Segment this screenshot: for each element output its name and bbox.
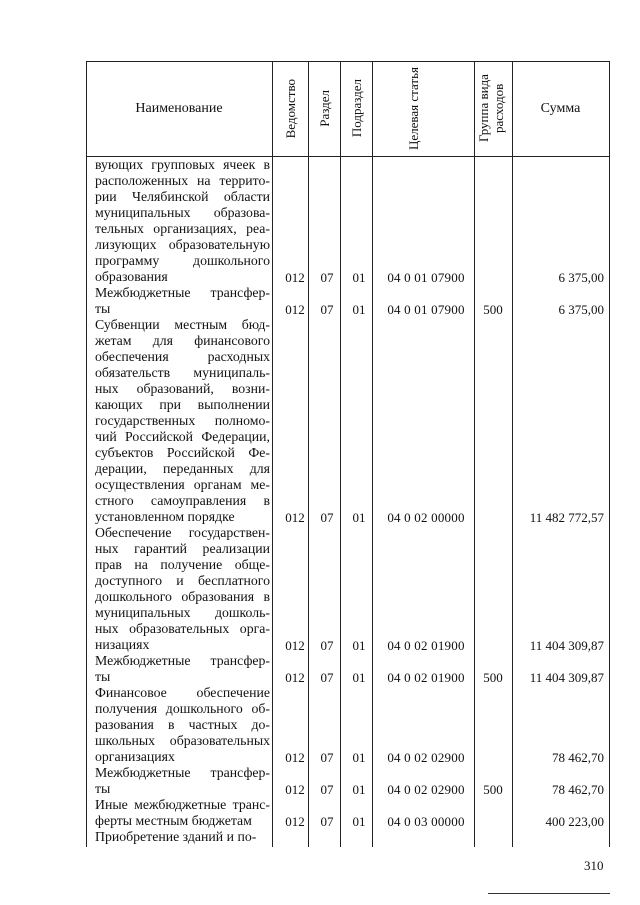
row-razdel: 07 (320, 510, 334, 525)
header-name-label: Наименование (135, 100, 223, 116)
row-podrazdel: 01 (352, 670, 366, 685)
row-razdel: 07 (320, 302, 334, 317)
row-name-line: Иные межбюджетные транс- (95, 797, 270, 812)
row-podrazdel: 01 (352, 814, 366, 829)
row-name-line: дерации, переданных для (95, 461, 270, 476)
row-name-line: ферты местным бюджетам (95, 813, 252, 828)
row-summa: 78 462,70 (552, 750, 604, 765)
row-name-line: ных образовательных орга- (95, 621, 270, 636)
header-razdel-label: Раздел (316, 90, 332, 127)
row-name-line: чий Российской Федерации, (95, 429, 270, 444)
row-name-line: доступного и бесплатного (95, 573, 270, 588)
row-celevaya-statya: 04 0 02 01900 (387, 638, 465, 653)
row-name-line: обязательств муниципаль- (95, 365, 270, 380)
row-celevaya-statya: 04 0 01 07900 (387, 270, 465, 285)
row-name-line: установленном порядке (95, 509, 235, 524)
row-podrazdel: 01 (352, 638, 366, 653)
row-vedomstvo: 012 (285, 782, 305, 797)
header-podrazdel (340, 61, 372, 156)
header-summa-label: Сумма (540, 100, 581, 116)
row-name-line: осуществления органам ме- (95, 477, 270, 492)
row-name-line: Межбюджетные трансфер- (95, 285, 270, 300)
row-name-line: субъектов Российской Фе- (95, 445, 270, 460)
row-name-line: получения дошкольного об- (95, 701, 270, 716)
header-name (86, 61, 272, 156)
header-celevaya (372, 61, 474, 156)
row-name-line: ты (95, 781, 111, 796)
row-razdel: 07 (320, 782, 334, 797)
row-name-line: организациях (95, 749, 175, 764)
row-razdel: 07 (320, 814, 334, 829)
header-podrazdel-label: Подраздел (348, 79, 364, 138)
row-name-line: Межбюджетные трансфер- (95, 653, 270, 668)
header-gruppa-label: Группа вида расходов (476, 74, 506, 143)
row-summa: 6 375,00 (558, 270, 604, 285)
row-name-line: Межбюджетные трансфер- (95, 765, 270, 780)
row-celevaya-statya: 04 0 02 02900 (387, 750, 465, 765)
row-podrazdel: 01 (352, 750, 366, 765)
row-celevaya-statya: 04 0 02 01900 (387, 670, 465, 685)
row-name-line: ных образований, возни- (95, 381, 270, 396)
page-number: 310 (584, 858, 604, 873)
row-name-line: Обеспечение государствен- (95, 525, 270, 540)
row-gruppa-vida: 500 (483, 302, 503, 317)
row-name-line: обеспечения расходных (95, 349, 270, 364)
header-gruppa (474, 61, 512, 156)
header-summa (512, 61, 609, 156)
row-vedomstvo: 012 (285, 670, 305, 685)
row-vedomstvo: 012 (285, 638, 305, 653)
row-summa: 11 404 309,87 (529, 670, 604, 685)
row-vedomstvo: 012 (285, 510, 305, 525)
row-vedomstvo: 012 (285, 302, 305, 317)
row-razdel: 07 (320, 670, 334, 685)
row-name-line: рии Челябинской области (95, 189, 270, 204)
row-name-line: ты (95, 301, 111, 316)
row-name-line: Финансовое обеспечение (95, 685, 270, 700)
row-celevaya-statya: 04 0 01 07900 (387, 302, 465, 317)
row-name-line: программу дошкольного (95, 253, 270, 268)
row-name-line: расположенных на террито- (95, 173, 270, 188)
row-gruppa-vida: 500 (483, 670, 503, 685)
row-name-line: разования в частных до- (95, 717, 270, 732)
row-vedomstvo: 012 (285, 750, 305, 765)
row-summa: 78 462,70 (552, 782, 604, 797)
row-name-line: образования (95, 269, 168, 284)
row-name-line: муниципальных дошколь- (95, 605, 270, 620)
row-name-line: дошкольного образования в (95, 589, 270, 604)
row-celevaya-statya: 04 0 02 02900 (387, 782, 465, 797)
row-podrazdel: 01 (352, 782, 366, 797)
row-name-line: вующих групповых ячеек в (95, 157, 270, 172)
row-vedomstvo: 012 (285, 814, 305, 829)
header-vedomstvo-label: Ведомство (282, 78, 298, 139)
row-podrazdel: 01 (352, 510, 366, 525)
row-summa: 11 404 309,87 (529, 638, 604, 653)
row-name-line: лизующих образовательную (95, 237, 270, 252)
row-name-line: ты (95, 669, 111, 684)
header-razdel (308, 61, 340, 156)
row-podrazdel: 01 (352, 270, 366, 285)
row-celevaya-statya: 04 0 03 00000 (387, 814, 465, 829)
row-razdel: 07 (320, 270, 334, 285)
footer-rule (488, 893, 610, 894)
row-podrazdel: 01 (352, 302, 366, 317)
row-name-line: прав на получение обще- (95, 557, 270, 572)
row-name-line: ных гарантий реализации (95, 541, 270, 556)
row-name-line: кающих при выполнении (95, 397, 270, 412)
header-celevaya-label: Целевая статья (406, 66, 421, 150)
row-razdel: 07 (320, 750, 334, 765)
row-name-line: тельных организациях, реа- (95, 221, 270, 236)
row-name-line: низациях (95, 637, 150, 652)
row-summa: 11 482 772,57 (529, 510, 604, 525)
row-gruppa-vida: 500 (483, 782, 503, 797)
row-name-line: стного самоуправления в (95, 493, 270, 508)
row-name-line: Субвенции местным бюд- (95, 317, 270, 332)
row-name-line: муниципальных образова- (95, 205, 270, 220)
row-name-line: жетам для финансового (95, 333, 270, 348)
row-celevaya-statya: 04 0 02 00000 (387, 510, 465, 525)
row-razdel: 07 (320, 638, 334, 653)
row-summa: 6 375,00 (558, 302, 604, 317)
row-vedomstvo: 012 (285, 270, 305, 285)
row-name-line: государственных полномо- (95, 413, 270, 428)
row-name-line: школьных образовательных (95, 733, 270, 748)
header-vedomstvo (272, 61, 308, 156)
row-name-line: Приобретение зданий и по- (95, 829, 257, 844)
row-summa: 400 223,00 (545, 814, 604, 829)
